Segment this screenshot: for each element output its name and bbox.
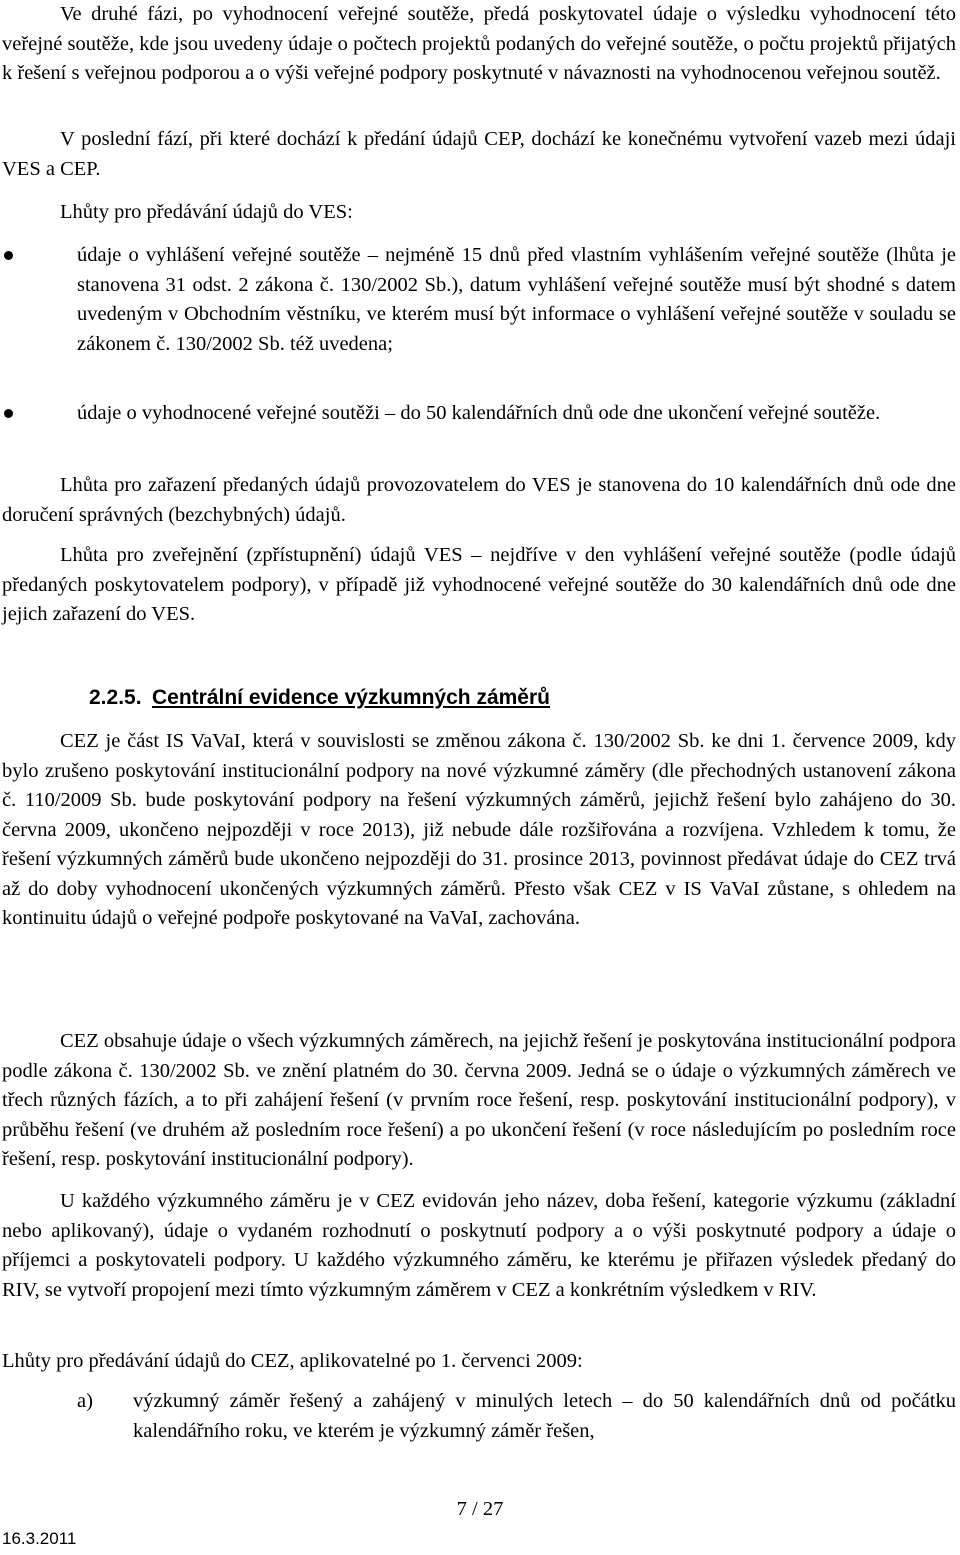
paragraph-phase-two: Ve druhé fázi, po vyhodnocení veřejné soutěže, předá poskytovatel údaje o výsledku vyhodnocení této veřejné soutěže, kde jsou uvedeny údaje o počtech projektů podaných do veřejné soutěže, o počtu projektů přijatých k řešení s veřejnou podporou a o výši veřejné podpory poskytnuté v návaznosti na vyhodnocenou veřejnou soutěž.	[2, 3, 956, 84]
paragraph-publication-deadline: Lhůta pro zveřejnění (zpřístupnění) údajů VES – nejdříve v den vyhlášení veřejné soutěže (podle údajů předaných poskytovatelem podpory), v případě již vyhodnocené veřejné soutěže do 30 kalendářních dnů ode dne jejich zařazení do VES.	[2, 544, 956, 625]
footer-date: 16.3.2011	[2, 1529, 77, 1548]
bullet-text: údaje o vyhodnocené veřejné soutěži – do 50 kalendářních dnů ode dne ukončení veřejné soutěže.	[77, 402, 881, 424]
paragraph-cez-records: U každého výzkumného záměru je v CEZ evidován jeho název, doba řešení, kategorie výzkumu (základní nebo aplikovaný), údaje o vydaném rozhodnutí o poskytnutí podpory a o výši poskytnuté podpory a údaje o příjemci a poskytovateli podpory. U každého výzkumného záměru, ke kterému je přiřazen výsledek předaný do RIV, se vytvoří propojení mezi tímto výzkumným záměrem v CEZ a konkrétním výsledkem v RIV.	[2, 1190, 956, 1301]
paragraph-cez-contents: CEZ obsahuje údaje o všech výzkumných záměrech, na jejichž řešení je poskytována institucionální podpora podle zákona č. 130/2002 Sb. ve znění platném do 30. června 2009. Jedná se o údaje o výzkumných záměrech ve třech různých fázích, a to při zahájení řešení (v prvním roce řešení, resp. poskytování institucionální podpory), v průběhu řešení (ve druhém až posledním roce řešení) a po ukončení řešení (v roce následujícím po posledním roce řešení, resp. poskytování institucionální podpory).	[2, 1030, 956, 1170]
page-number: 7 / 27	[456, 1498, 504, 1520]
section-number: 2.2.5.	[89, 686, 142, 709]
bullet-icon	[4, 409, 13, 418]
paragraph-ves-deadlines-intro: Lhůty pro předávání údajů do VES:	[60, 201, 353, 223]
paragraph-cez-deadlines-intro: Lhůty pro předávání údajů do CEZ, aplikovatelné po 1. červenci 2009:	[2, 1350, 583, 1372]
list-marker: a)	[77, 1390, 93, 1412]
paragraph-inclusion-deadline: Lhůta pro zařazení předaných údajů provozovatelem do VES je stanovena do 10 kalendářních dnů ode dne doručení správných (bezchybných) údajů.	[2, 474, 956, 526]
list-text: výzkumný záměr řešený a zahájený v minulých letech – do 50 kalendářních dnů od počátku kalendářního roku, ve kterém je výzkumný záměr řešen,	[133, 1390, 956, 1442]
bullet-icon	[4, 251, 13, 260]
paragraph-last-phase: V poslední fází, při které dochází k předání údajů CEP, dochází ke konečnému vytvoření vazeb mezi údaji VES a CEP.	[2, 128, 956, 180]
bullet-text: údaje o vyhlášení veřejné soutěže – nejméně 15 dnů před vlastním vyhlášením veřejné soutěže (lhůta je stanovena 31 odst. 2 zákona č. 130/2002 Sb.), datum vyhlášení veřejné soutěže musí být shodné s datem uvedeným v Obchodním věstníku, ve kterém musí být informace o vyhlášení veřejné soutěže v souladu se zákonem č. 130/2002 Sb. též uvedena;	[77, 244, 956, 355]
paragraph-cez-intro: CEZ je část IS VaVaI, která v souvislosti se změnou zákona č. 130/2002 Sb. ke dni 1. července 2009, kdy bylo zrušeno poskytování institucionální podpory na nové výzkumné záměry (dle přechodných ustanovení zákona č. 110/2009 Sb. bude poskytování podpory na řešení výzkumných záměrů, jejichž řešení bylo zahájeno do 30. června 2009, ukončeno nejpozději v roce 2013), již nebude dále rozšiřována a rozvíjena. Vzhledem k tomu, že řešení výzkumných záměrů bude ukončeno nejpozději do 31. prosince 2013, povinnost předávat údaje do CEZ trvá až do doby vyhodnocení ukončených výzkumných záměrů. Přesto však CEZ v IS VaVaI zůstane, s ohledem na kontinuitu údajů o veřejné podpoře poskytované na VaVaI, zachována.	[2, 730, 956, 929]
section-title: Centrální evidence výzkumných záměrů	[152, 686, 550, 709]
